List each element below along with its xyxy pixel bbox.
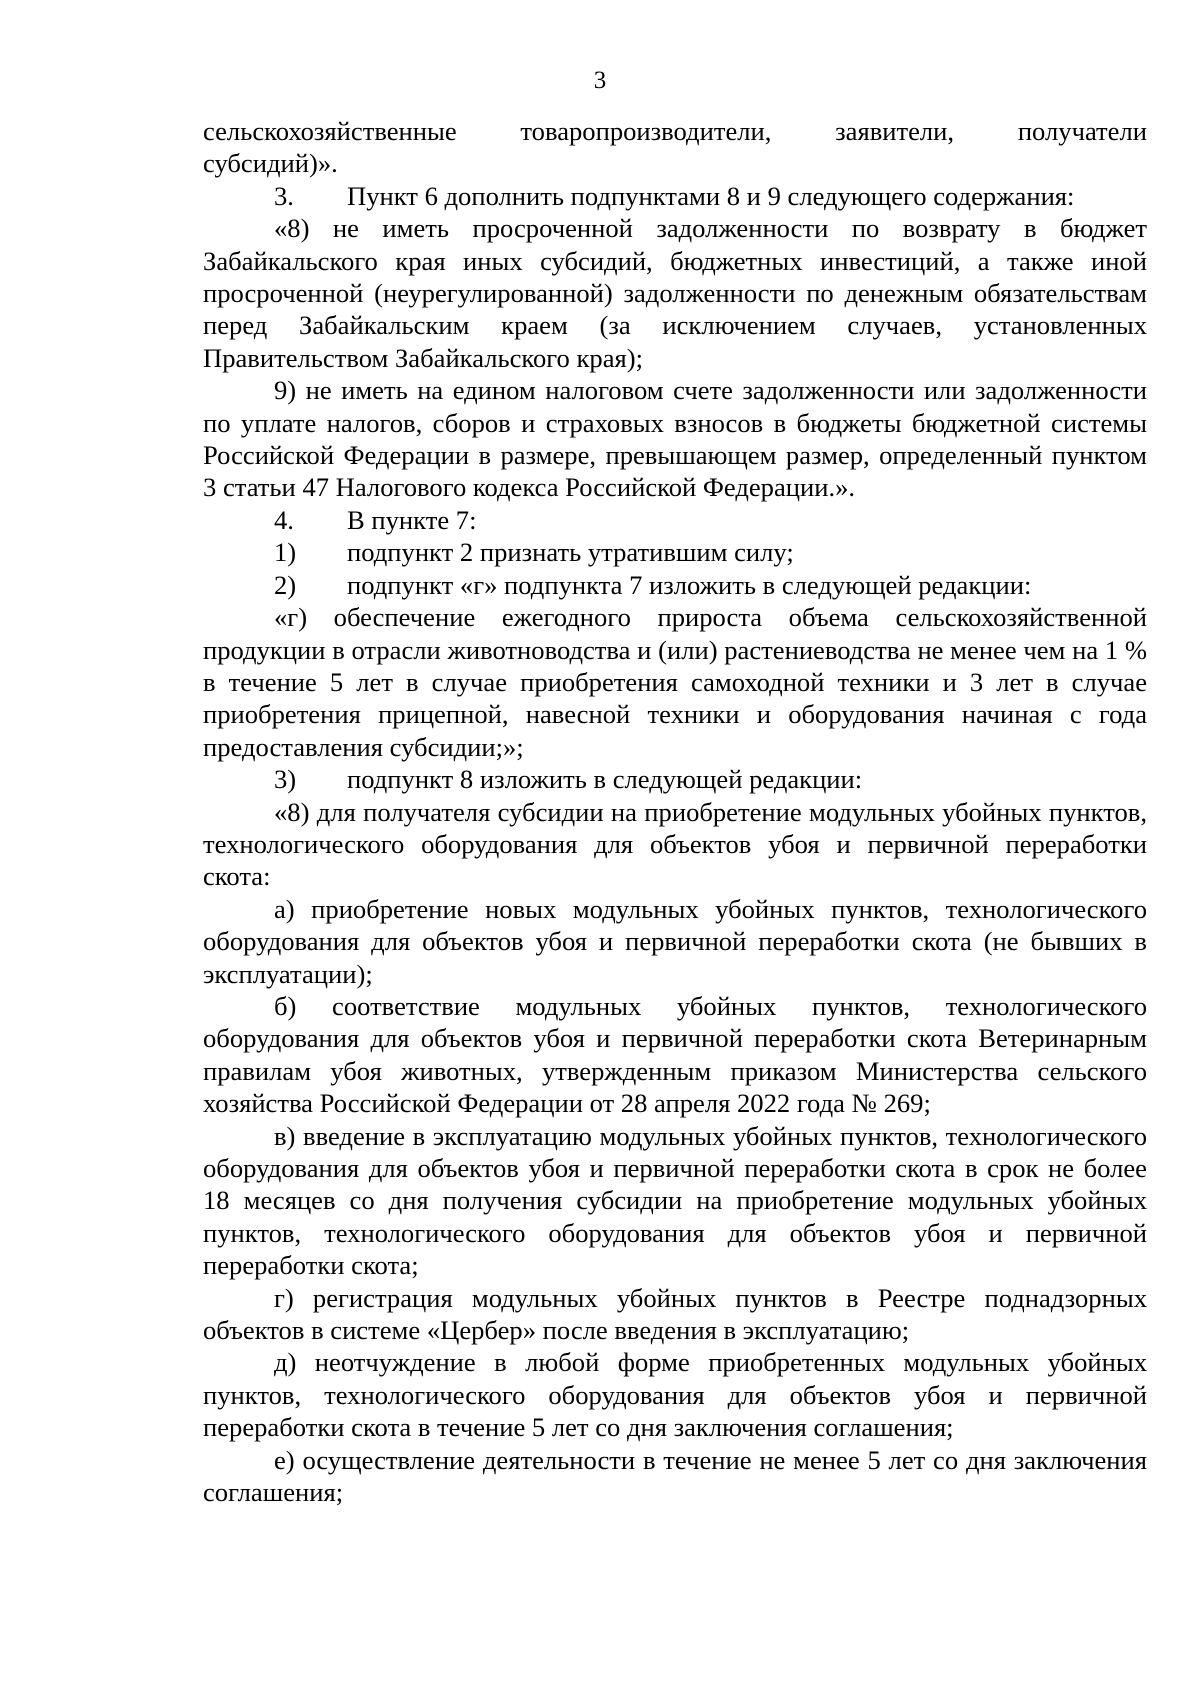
paragraph-subitem-b: б) соответствие модульных убойных пунктов, технологического оборудования для объектов убоя и первичной переработки скота Ветеринарным правилам убоя животных, утвержденным приказом Министерства сельского хозяйства Российской Федерации от 28 апреля 2022 года № 269; (203, 990, 1147, 1119)
list-item-text: В пункте 7: (347, 504, 477, 535)
list-item-text: подпункт 8 изложить в следующей редакции: (347, 764, 863, 795)
list-item-number: 3) (274, 764, 297, 795)
paragraph-subitem-gg: г) регистрация модульных убойных пунктов в Реестре поднадзорных объектов в системе «Цербер» после введения в эксплуатацию; (203, 1282, 1147, 1346)
paragraph-subitem-d: д) неотчуждение в любой форме приобретенных модульных убойных пунктов, технологического оборудования для объектов убоя и первичной переработки скота в течение 5 лет со дня заключения соглашения; (203, 1347, 1147, 1443)
page-number: 3 (593, 67, 607, 94)
document-body (203, 115, 1147, 1508)
continuation-line-2: субсидий)». (203, 148, 338, 179)
list-item-number: 3. (274, 180, 294, 211)
list-item-3 (203, 180, 1147, 212)
list-item-text: подпункт «г» подпункта 7 изложить в следующей редакции: (347, 569, 1032, 600)
list-item-number: 4. (274, 504, 294, 535)
list-item-text: Пункт 6 дополнить подпунктами 8 и 9 следующего содержания: (347, 180, 1075, 211)
paragraph-subitem-g: «г) обеспечение ежегодного прироста объема сельскохозяйственной продукции в отрасли животноводства и (или) растениеводства не менее чем на 1 % в течение 5 лет в случае приобретения самоходной техники и 3 лет в случае приобретения прицепной, навесной техники и оборудования начиная с года предоставления субсидии;»; (203, 602, 1147, 762)
list-item-number: 2) (274, 569, 297, 600)
paragraph-subitem-e: е) осуществление деятельности в течение не менее 5 лет со дня заключения соглашения; (203, 1444, 1147, 1508)
paragraph-subitem-8: «8) не иметь просроченной задолженности по возврату в бюджет Забайкальского края иных субсидий, бюджетных инвестиций, а также иной просроченной (неурегулированной) задолженности по денежным обязательствам перед Забайкальским краем (за исключением случаев, установленных Правительством Забайкальского края); (203, 213, 1147, 373)
paragraph-subitem-8b: «8) для получателя субсидии на приобретение модульных убойных пунктов, технологического оборудования для объектов убоя и первичной переработки скота: (203, 796, 1147, 892)
paragraph-subitem-a: а) приобретение новых модульных убойных пунктов, технологического оборудования для объектов убоя и первичной переработки скота (не бывших в эксплуатации); (203, 893, 1147, 989)
continuation-line-1: сельскохозяйственные товаропроизводители, заявители, получатели (203, 116, 1147, 146)
list-item-4-3 (203, 763, 1147, 795)
list-item-4-2 (203, 569, 1147, 601)
paragraph-subitem-v: в) введение в эксплуатацию модульных убойных пунктов, технологического оборудования для объектов убоя и первичной переработки скота в срок не более 18 месяцев со дня получения субсидии на приобретение модульных убойных пунктов, технологического оборудования для объектов убоя и первичной переработки скота; (203, 1120, 1147, 1281)
list-item-4 (203, 504, 1147, 536)
list-item-number: 1) (274, 537, 297, 568)
paragraph-continuation (203, 115, 1147, 180)
paragraph-subitem-9: 9) не иметь на едином налоговом счете задолженности или задолженности по уплате налогов, сборов и страховых взносов в бюджеты бюджетной системы Российской Федерации в размере, превышающем размер, определенный пунктом 3 статьи 47 Налогового кодекса Российской Федерации.». (203, 375, 1147, 503)
list-item-text: подпункт 2 признать утратившим силу; (347, 537, 794, 568)
list-item-4-1 (203, 536, 1147, 568)
